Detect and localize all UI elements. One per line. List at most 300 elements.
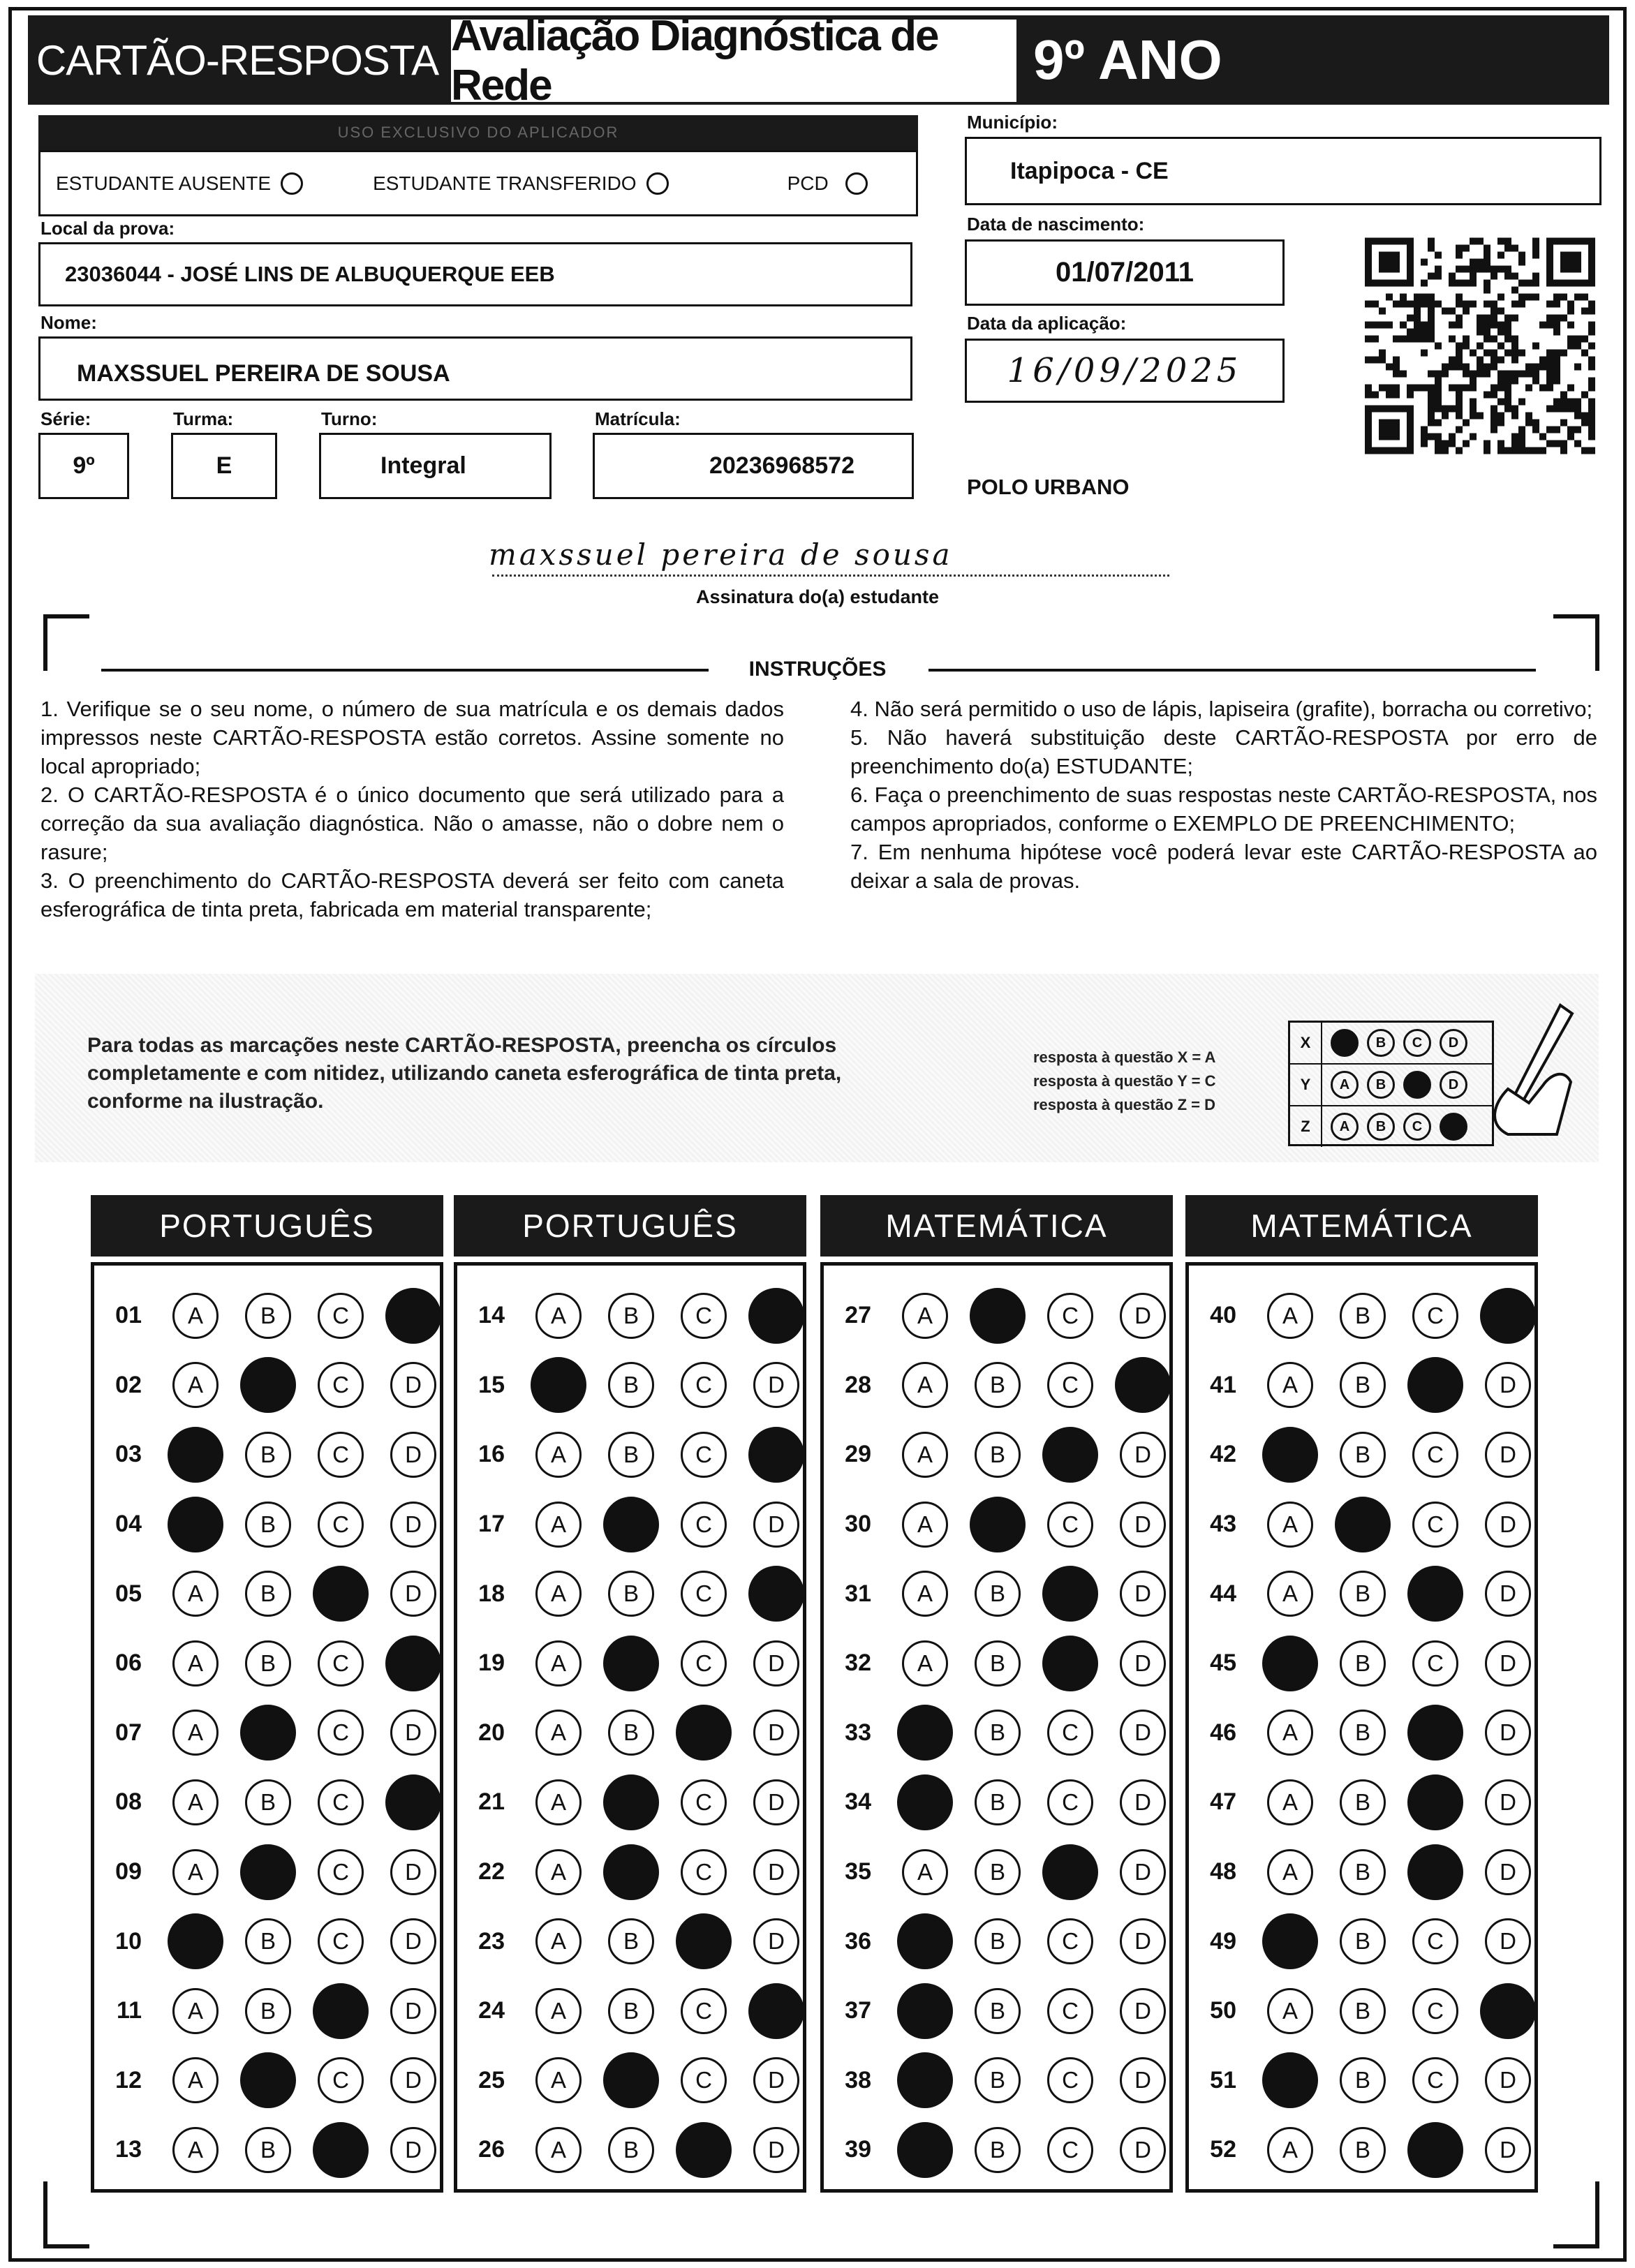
question-row — [457, 1420, 803, 1490]
answer-bubble-a[interactable] — [897, 1705, 953, 1761]
answer-bubble-a[interactable]: A — [535, 1640, 582, 1687]
answer-bubble-b[interactable]: B — [1340, 1918, 1386, 1964]
answer-bubble-a[interactable]: A — [535, 2127, 582, 2173]
question-row — [1189, 1281, 1534, 1351]
answer-bubble-c[interactable]: C — [681, 1502, 727, 1548]
question-row — [1189, 1698, 1534, 1768]
answer-bubble-b[interactable]: B — [608, 1918, 654, 1964]
pcd-checkbox[interactable] — [845, 172, 868, 195]
answer-bubble-b[interactable] — [240, 1357, 296, 1413]
answer-bubble-a[interactable]: A — [172, 2057, 219, 2103]
answer-bubble-c[interactable]: C — [681, 1293, 727, 1339]
answer-bubble-d[interactable]: D — [753, 2057, 799, 2103]
answer-bubble-b[interactable] — [603, 1497, 659, 1552]
answer-bubble-d[interactable]: D — [1485, 2057, 1531, 2103]
application-date-label: Data da aplicação: — [967, 313, 1127, 334]
answer-bubble-b[interactable]: B — [1340, 1293, 1386, 1339]
answer-bubble-c[interactable] — [313, 1566, 369, 1622]
question-number: 19 — [478, 1650, 505, 1677]
answer-bubble-d[interactable]: D — [1120, 1918, 1166, 1964]
answer-bubble-c[interactable]: C — [1047, 1710, 1093, 1756]
question-row — [94, 2115, 440, 2185]
answer-bubble-a[interactable]: A — [172, 1849, 219, 1895]
answer-bubble-b[interactable]: B — [608, 2127, 654, 2173]
answer-bubble-a[interactable]: A — [535, 1432, 582, 1478]
turma-label: Turma: — [173, 408, 234, 429]
answer-bubble-c[interactable] — [1407, 1844, 1463, 1900]
answer-bubble-a[interactable]: A — [535, 1849, 582, 1895]
answer-bubble-c[interactable] — [676, 1705, 732, 1761]
answer-bubble-c[interactable]: C — [1412, 1988, 1458, 2034]
answer-bubble-d[interactable]: D — [390, 2057, 436, 2103]
answer-bubble-c[interactable] — [313, 2122, 369, 2178]
municipio-label: Município: — [967, 112, 1058, 133]
answer-bubble-d[interactable] — [748, 1983, 804, 2039]
example-bubble: A — [1331, 1113, 1359, 1141]
answer-bubble-c[interactable] — [676, 2122, 732, 2178]
answer-bubble-a[interactable]: A — [1267, 1988, 1313, 2034]
answer-bubble-d[interactable]: D — [390, 1571, 436, 1617]
answer-bubble-b[interactable] — [603, 1844, 659, 1900]
answer-bubble-a[interactable] — [897, 1774, 953, 1830]
answer-bubble-d[interactable] — [385, 1636, 441, 1691]
answer-bubble-c[interactable]: C — [1412, 1432, 1458, 1478]
question-row — [457, 2115, 803, 2185]
answer-bubble-d[interactable]: D — [753, 1710, 799, 1756]
answer-bubble-d[interactable]: D — [1120, 1571, 1166, 1617]
answer-bubble-d[interactable] — [1115, 1357, 1171, 1413]
question-number: 28 — [845, 1371, 871, 1398]
answer-bubble-d[interactable]: D — [1485, 1502, 1531, 1548]
answer-bubble-d[interactable]: D — [1485, 2127, 1531, 2173]
answer-bubble-d[interactable]: D — [753, 1362, 799, 1408]
answer-bubble-c[interactable]: C — [1412, 1502, 1458, 1548]
question-number: 12 — [115, 2066, 142, 2093]
answer-bubble-c[interactable]: C — [1047, 1779, 1093, 1825]
card-title: CARTÃO-RESPOSTA — [36, 36, 439, 84]
answer-bubble-d[interactable]: D — [390, 1432, 436, 1478]
transferred-checkbox[interactable] — [646, 172, 669, 195]
answer-bubble-b[interactable]: B — [975, 1849, 1021, 1895]
question-number: 08 — [115, 1788, 142, 1816]
answer-bubble-d[interactable]: D — [1120, 1849, 1166, 1895]
answer-bubble-a[interactable]: A — [1267, 1502, 1313, 1548]
question-row — [824, 2046, 1169, 2116]
signature-line — [492, 575, 1169, 577]
question-number: 18 — [478, 1580, 505, 1607]
answer-bubble-c[interactable] — [1042, 1427, 1098, 1483]
answer-bubble-b[interactable]: B — [608, 1571, 654, 1617]
example-grid — [1288, 1021, 1494, 1146]
question-number: 40 — [1210, 1302, 1236, 1329]
answer-bubble-a[interactable]: A — [1267, 2127, 1313, 2173]
question-row — [824, 1629, 1169, 1698]
answer-bubble-b[interactable]: B — [245, 1779, 291, 1825]
answer-bubble-b[interactable]: B — [1340, 1640, 1386, 1687]
question-row — [824, 1281, 1169, 1351]
answer-bubble-a[interactable]: A — [902, 1849, 948, 1895]
answer-bubble-d[interactable] — [385, 1774, 441, 1830]
answer-bubble-b[interactable] — [240, 1705, 296, 1761]
answer-bubble-b[interactable]: B — [1340, 1988, 1386, 2034]
answer-bubble-d[interactable]: D — [1485, 1571, 1531, 1617]
answer-bubble-a[interactable]: A — [535, 1918, 582, 1964]
question-row — [824, 1351, 1169, 1421]
answer-bubble-d[interactable]: D — [1485, 1362, 1531, 1408]
question-number: 14 — [478, 1302, 505, 1329]
corner-bottom-right — [1553, 2181, 1599, 2248]
answer-bubble-a[interactable]: A — [535, 1988, 582, 2034]
absent-checkbox[interactable] — [281, 172, 303, 195]
question-row — [1189, 1976, 1534, 2046]
answer-bubble-c[interactable]: C — [1047, 2057, 1093, 2103]
answer-bubble-c[interactable] — [1042, 1844, 1098, 1900]
answer-bubble-a[interactable]: A — [1267, 1362, 1313, 1408]
question-number: 03 — [115, 1441, 142, 1468]
answer-bubble-b[interactable]: B — [1340, 1849, 1386, 1895]
subject-header: MATEMÁTICA — [820, 1195, 1173, 1257]
answer-bubble-c[interactable]: C — [1412, 1918, 1458, 1964]
answer-bubble-d[interactable]: D — [1485, 1640, 1531, 1687]
answer-bubble-d[interactable]: D — [753, 1502, 799, 1548]
question-number: 10 — [115, 1927, 142, 1955]
answer-bubble-b[interactable]: B — [975, 2057, 1021, 2103]
answer-bubble-c[interactable]: C — [1412, 2057, 1458, 2103]
example-bubble: C — [1403, 1029, 1431, 1057]
answer-bubble-c[interactable]: C — [318, 1432, 364, 1478]
answer-bubble-d[interactable]: D — [1120, 1710, 1166, 1756]
answer-bubble-d[interactable]: D — [1485, 1918, 1531, 1964]
serie-field: 9º — [38, 433, 129, 499]
answer-bubble-b[interactable] — [603, 2052, 659, 2108]
grade-title: 9º ANO — [1033, 29, 1222, 91]
answer-bubble-c[interactable]: C — [1412, 1293, 1458, 1339]
answer-bubble-d[interactable]: D — [1485, 1779, 1531, 1825]
answer-bubble-c[interactable]: C — [318, 1502, 364, 1548]
question-number: 33 — [845, 1719, 871, 1746]
answer-bubble-d[interactable]: D — [753, 1640, 799, 1687]
answer-bubble-a[interactable]: A — [902, 1293, 948, 1339]
answer-bubble-d[interactable]: D — [390, 1918, 436, 1964]
answer-bubble-a[interactable]: A — [1267, 1293, 1313, 1339]
answer-bubble-c[interactable]: C — [318, 1849, 364, 1895]
answer-bubble-c[interactable]: C — [318, 1640, 364, 1687]
answer-bubble-d[interactable]: D — [1485, 1849, 1531, 1895]
local-field: 23036044 - JOSÉ LINS DE ALBUQUERQUE EEB — [38, 242, 912, 306]
answer-bubble-d[interactable]: D — [1120, 1640, 1166, 1687]
answer-bubble-b[interactable]: B — [975, 1432, 1021, 1478]
answer-bubble-a[interactable]: A — [902, 1640, 948, 1687]
answer-bubble-d[interactable] — [1480, 1983, 1536, 2039]
question-number: 49 — [1210, 1927, 1236, 1955]
answer-bubble-b[interactable]: B — [245, 2127, 291, 2173]
answer-bubble-c[interactable] — [1407, 2122, 1463, 2178]
answer-bubble-d[interactable]: D — [1485, 1432, 1531, 1478]
question-row — [824, 1976, 1169, 2046]
answer-bubble-b[interactable]: B — [1340, 1779, 1386, 1825]
answer-bubble-a[interactable]: A — [172, 1362, 219, 1408]
question-number: 34 — [845, 1788, 871, 1816]
answer-bubble-a[interactable]: A — [172, 2127, 219, 2173]
answer-bubble-d[interactable]: D — [390, 1502, 436, 1548]
answer-bubble-a[interactable]: A — [902, 1502, 948, 1548]
answer-bubble-b[interactable]: B — [975, 1779, 1021, 1825]
question-number: 01 — [115, 1302, 142, 1329]
instructions-title: INSTRUÇÕES — [748, 658, 887, 681]
question-number: 43 — [1210, 1511, 1236, 1538]
answer-bubble-b[interactable] — [970, 1497, 1026, 1552]
answer-bubble-a[interactable] — [897, 1983, 953, 2039]
answer-bubble-d[interactable]: D — [753, 2127, 799, 2173]
answer-bubble-c[interactable]: C — [681, 1640, 727, 1687]
answer-bubble-b[interactable] — [603, 1774, 659, 1830]
answer-bubble-c[interactable]: C — [681, 1571, 727, 1617]
answer-bubble-d[interactable]: D — [1120, 2127, 1166, 2173]
answer-bubble-c[interactable]: C — [1047, 1918, 1093, 1964]
example-label-z: resposta à questão Z = D — [1033, 1096, 1216, 1113]
answer-bubble-b[interactable]: B — [975, 1988, 1021, 2034]
answer-bubble-c[interactable]: C — [1047, 2127, 1093, 2173]
question-number: 06 — [115, 1650, 142, 1677]
question-row — [457, 2046, 803, 2116]
answer-bubble-b[interactable]: B — [975, 2127, 1021, 2173]
answer-bubble-c[interactable]: C — [681, 1362, 727, 1408]
example-bubble: C — [1403, 1113, 1431, 1141]
answer-bubble-b[interactable]: B — [1340, 2127, 1386, 2173]
answer-bubble-b[interactable]: B — [608, 1988, 654, 2034]
answer-bubble-b[interactable]: B — [975, 1640, 1021, 1687]
answer-column — [91, 1262, 443, 2193]
answer-bubble-c[interactable] — [1407, 1357, 1463, 1413]
question-row — [457, 1559, 803, 1629]
answer-bubble-d[interactable]: D — [390, 1988, 436, 2034]
answer-bubble-a[interactable]: A — [172, 1779, 219, 1825]
answer-bubble-b[interactable]: B — [1340, 2057, 1386, 2103]
question-row — [824, 1559, 1169, 1629]
turno-field: Integral — [319, 433, 552, 499]
question-number: 44 — [1210, 1580, 1236, 1607]
exam-title: Avaliação Diagnóstica de Rede — [451, 20, 1016, 102]
answer-bubble-a[interactable]: A — [535, 1710, 582, 1756]
serie-label: Série: — [40, 408, 91, 429]
answer-bubble-c[interactable] — [313, 1983, 369, 2039]
answer-bubble-a[interactable] — [531, 1357, 586, 1413]
answer-bubble-b[interactable]: B — [608, 1362, 654, 1408]
question-number: 41 — [1210, 1371, 1236, 1398]
answer-bubble-a[interactable] — [168, 1427, 223, 1483]
instruction-2: 2. O CARTÃO-RESPOSTA é o único documento que será utilizado para a correção da sua avaliação diagnóstica. Não o amasse, não o dobre nem o rasure; — [40, 783, 784, 864]
answer-bubble-d[interactable]: D — [1120, 2057, 1166, 2103]
answer-bubble-c[interactable] — [1407, 1705, 1463, 1761]
question-row — [457, 1767, 803, 1837]
answer-bubble-c[interactable]: C — [681, 1849, 727, 1895]
answer-bubble-b[interactable] — [240, 1844, 296, 1900]
question-number: 15 — [478, 1371, 505, 1398]
answer-bubble-d[interactable]: D — [1485, 1710, 1531, 1756]
question-row — [824, 1420, 1169, 1490]
instruction-3: 3. O preenchimento do CARTÃO-RESPOSTA deverá ser feito com caneta esferográfica de tinta preta, fabricada em material transparente; — [40, 868, 784, 921]
subject-header: PORTUGUÊS — [91, 1195, 443, 1257]
answer-bubble-c[interactable]: C — [681, 1432, 727, 1478]
answer-bubble-b[interactable]: B — [608, 1710, 654, 1756]
answer-bubble-b[interactable]: B — [975, 1362, 1021, 1408]
answer-bubble-d[interactable]: D — [753, 1918, 799, 1964]
answer-bubble-d[interactable]: D — [1120, 1779, 1166, 1825]
answer-bubble-a[interactable]: A — [535, 1502, 582, 1548]
answer-bubble-d[interactable]: D — [753, 1849, 799, 1895]
answer-bubble-c[interactable]: C — [681, 2057, 727, 2103]
answer-bubble-a[interactable]: A — [535, 2057, 582, 2103]
answer-bubble-a[interactable] — [1262, 1636, 1318, 1691]
answer-bubble-c[interactable] — [1042, 1636, 1098, 1691]
answer-bubble-c[interactable]: C — [318, 2057, 364, 2103]
answer-bubble-c[interactable]: C — [1047, 1293, 1093, 1339]
answer-bubble-c[interactable] — [676, 1913, 732, 1969]
question-row — [457, 1906, 803, 1976]
answer-bubble-c[interactable]: C — [681, 1779, 727, 1825]
question-row — [457, 1629, 803, 1698]
qr-code — [1365, 236, 1595, 456]
question-number: 13 — [115, 2136, 142, 2163]
answer-bubble-d[interactable]: D — [390, 1710, 436, 1756]
absent-label: ESTUDANTE AUSENTE — [56, 172, 272, 194]
answer-bubble-d[interactable]: D — [753, 1779, 799, 1825]
answer-bubble-b[interactable]: B — [245, 1571, 291, 1617]
example-bubble: D — [1440, 1029, 1467, 1057]
answer-bubble-a[interactable] — [1262, 1427, 1318, 1483]
answer-bubble-a[interactable] — [168, 1913, 223, 1969]
answer-bubble-d[interactable] — [1480, 1288, 1536, 1344]
answer-bubble-d[interactable]: D — [1120, 1432, 1166, 1478]
answer-bubble-a[interactable]: A — [902, 1432, 948, 1478]
answer-bubble-a[interactable] — [897, 2122, 953, 2178]
answer-bubble-a[interactable]: A — [535, 1571, 582, 1617]
question-row — [94, 1281, 440, 1351]
question-row — [1189, 2115, 1534, 2185]
answer-bubble-c[interactable] — [1407, 1774, 1463, 1830]
question-number: 11 — [117, 1997, 142, 2024]
question-number: 16 — [478, 1441, 505, 1468]
answer-bubble-a[interactable]: A — [1267, 1710, 1313, 1756]
example-bubble: B — [1367, 1029, 1395, 1057]
question-number: 24 — [478, 1997, 505, 2024]
answer-bubble-a[interactable] — [897, 1913, 953, 1969]
answer-bubble-a[interactable] — [168, 1497, 223, 1552]
question-number: 20 — [478, 1719, 505, 1746]
answer-bubble-b[interactable]: B — [1340, 1432, 1386, 1478]
answer-bubble-d[interactable] — [748, 1288, 804, 1344]
answer-bubble-b[interactable]: B — [245, 1502, 291, 1548]
answer-bubble-c[interactable]: C — [1047, 1362, 1093, 1408]
answer-bubble-b[interactable] — [1335, 1497, 1391, 1552]
instruction-4: 4. Não será permitido o uso de lápis, lapiseira (grafite), borracha ou corretivo; — [850, 697, 1593, 721]
answer-bubble-b[interactable]: B — [245, 1293, 291, 1339]
answer-bubble-a[interactable]: A — [535, 1779, 582, 1825]
question-number: 30 — [845, 1511, 871, 1538]
answer-bubble-b[interactable]: B — [245, 1432, 291, 1478]
answer-bubble-a[interactable] — [1262, 1913, 1318, 1969]
answer-bubble-a[interactable]: A — [172, 1293, 219, 1339]
application-date-field — [965, 339, 1285, 403]
answer-bubble-b[interactable]: B — [245, 1988, 291, 2034]
answer-bubble-d[interactable]: D — [390, 2127, 436, 2173]
answer-bubble-a[interactable]: A — [1267, 1779, 1313, 1825]
answer-bubble-d[interactable]: D — [1120, 1293, 1166, 1339]
answer-bubble-d[interactable] — [385, 1288, 441, 1344]
answer-bubble-a[interactable]: A — [172, 1571, 219, 1617]
question-number: 50 — [1210, 1997, 1236, 2024]
question-number: 38 — [845, 2066, 871, 2093]
answer-bubble-c[interactable] — [1407, 1566, 1463, 1622]
answer-bubble-b[interactable]: B — [975, 1571, 1021, 1617]
question-number: 25 — [478, 2066, 505, 2093]
question-row — [1189, 1629, 1534, 1698]
answer-bubble-b[interactable]: B — [608, 1432, 654, 1478]
answer-bubble-b[interactable] — [603, 1636, 659, 1691]
answer-bubble-a[interactable]: A — [1267, 1571, 1313, 1617]
answer-bubble-c[interactable]: C — [318, 1918, 364, 1964]
answer-bubble-b[interactable] — [240, 2052, 296, 2108]
answer-bubble-a[interactable]: A — [902, 1571, 948, 1617]
answer-bubble-c[interactable]: C — [318, 1779, 364, 1825]
example-labels — [1033, 1046, 1215, 1117]
answer-bubble-b[interactable]: B — [1340, 1362, 1386, 1408]
answer-bubble-b[interactable]: B — [1340, 1571, 1386, 1617]
answer-bubble-d[interactable]: D — [1120, 1502, 1166, 1548]
question-number: 48 — [1210, 1858, 1236, 1885]
answer-bubble-a[interactable] — [897, 2052, 953, 2108]
answer-bubble-a[interactable] — [1262, 2052, 1318, 2108]
answer-bubble-c[interactable]: C — [681, 1988, 727, 2034]
answer-bubble-a[interactable]: A — [1267, 1849, 1313, 1895]
answer-bubble-a[interactable]: A — [535, 1293, 582, 1339]
question-number: 27 — [845, 1302, 871, 1329]
answer-bubble-c[interactable]: C — [318, 1710, 364, 1756]
example-question-label: Z — [1290, 1106, 1322, 1147]
answer-bubble-b[interactable] — [970, 1288, 1026, 1344]
answer-bubble-d[interactable] — [748, 1427, 804, 1483]
question-number: 04 — [115, 1511, 142, 1538]
question-number: 36 — [845, 1927, 871, 1955]
answer-bubble-d[interactable] — [748, 1566, 804, 1622]
answer-bubble-b[interactable]: B — [245, 1918, 291, 1964]
answer-bubble-c[interactable]: C — [318, 1362, 364, 1408]
answer-bubble-c[interactable]: C — [1047, 1988, 1093, 2034]
answer-bubble-c[interactable]: C — [318, 1293, 364, 1339]
answer-bubble-d[interactable]: D — [390, 1849, 436, 1895]
question-number: 02 — [115, 1371, 142, 1398]
answer-bubble-b[interactable]: B — [975, 1918, 1021, 1964]
answer-bubble-a[interactable]: A — [172, 1640, 219, 1687]
answer-bubble-b[interactable]: B — [975, 1710, 1021, 1756]
answer-bubble-c[interactable]: C — [1047, 1502, 1093, 1548]
answer-bubble-b[interactable]: B — [245, 1640, 291, 1687]
answer-bubble-b[interactable]: B — [1340, 1710, 1386, 1756]
answer-bubble-a[interactable]: A — [172, 1710, 219, 1756]
answer-bubble-d[interactable]: D — [1120, 1988, 1166, 2034]
answer-bubble-d[interactable]: D — [390, 1362, 436, 1408]
answer-bubble-c[interactable]: C — [1412, 1640, 1458, 1687]
question-row — [94, 1629, 440, 1698]
answer-bubble-a[interactable]: A — [172, 1988, 219, 2034]
answer-bubble-b[interactable]: B — [608, 1293, 654, 1339]
question-number: 35 — [845, 1858, 871, 1885]
polo-label: POLO URBANO — [967, 475, 1130, 499]
question-number: 45 — [1210, 1650, 1236, 1677]
question-row — [457, 1281, 803, 1351]
answer-bubble-c[interactable] — [1042, 1566, 1098, 1622]
answer-bubble-a[interactable]: A — [902, 1362, 948, 1408]
